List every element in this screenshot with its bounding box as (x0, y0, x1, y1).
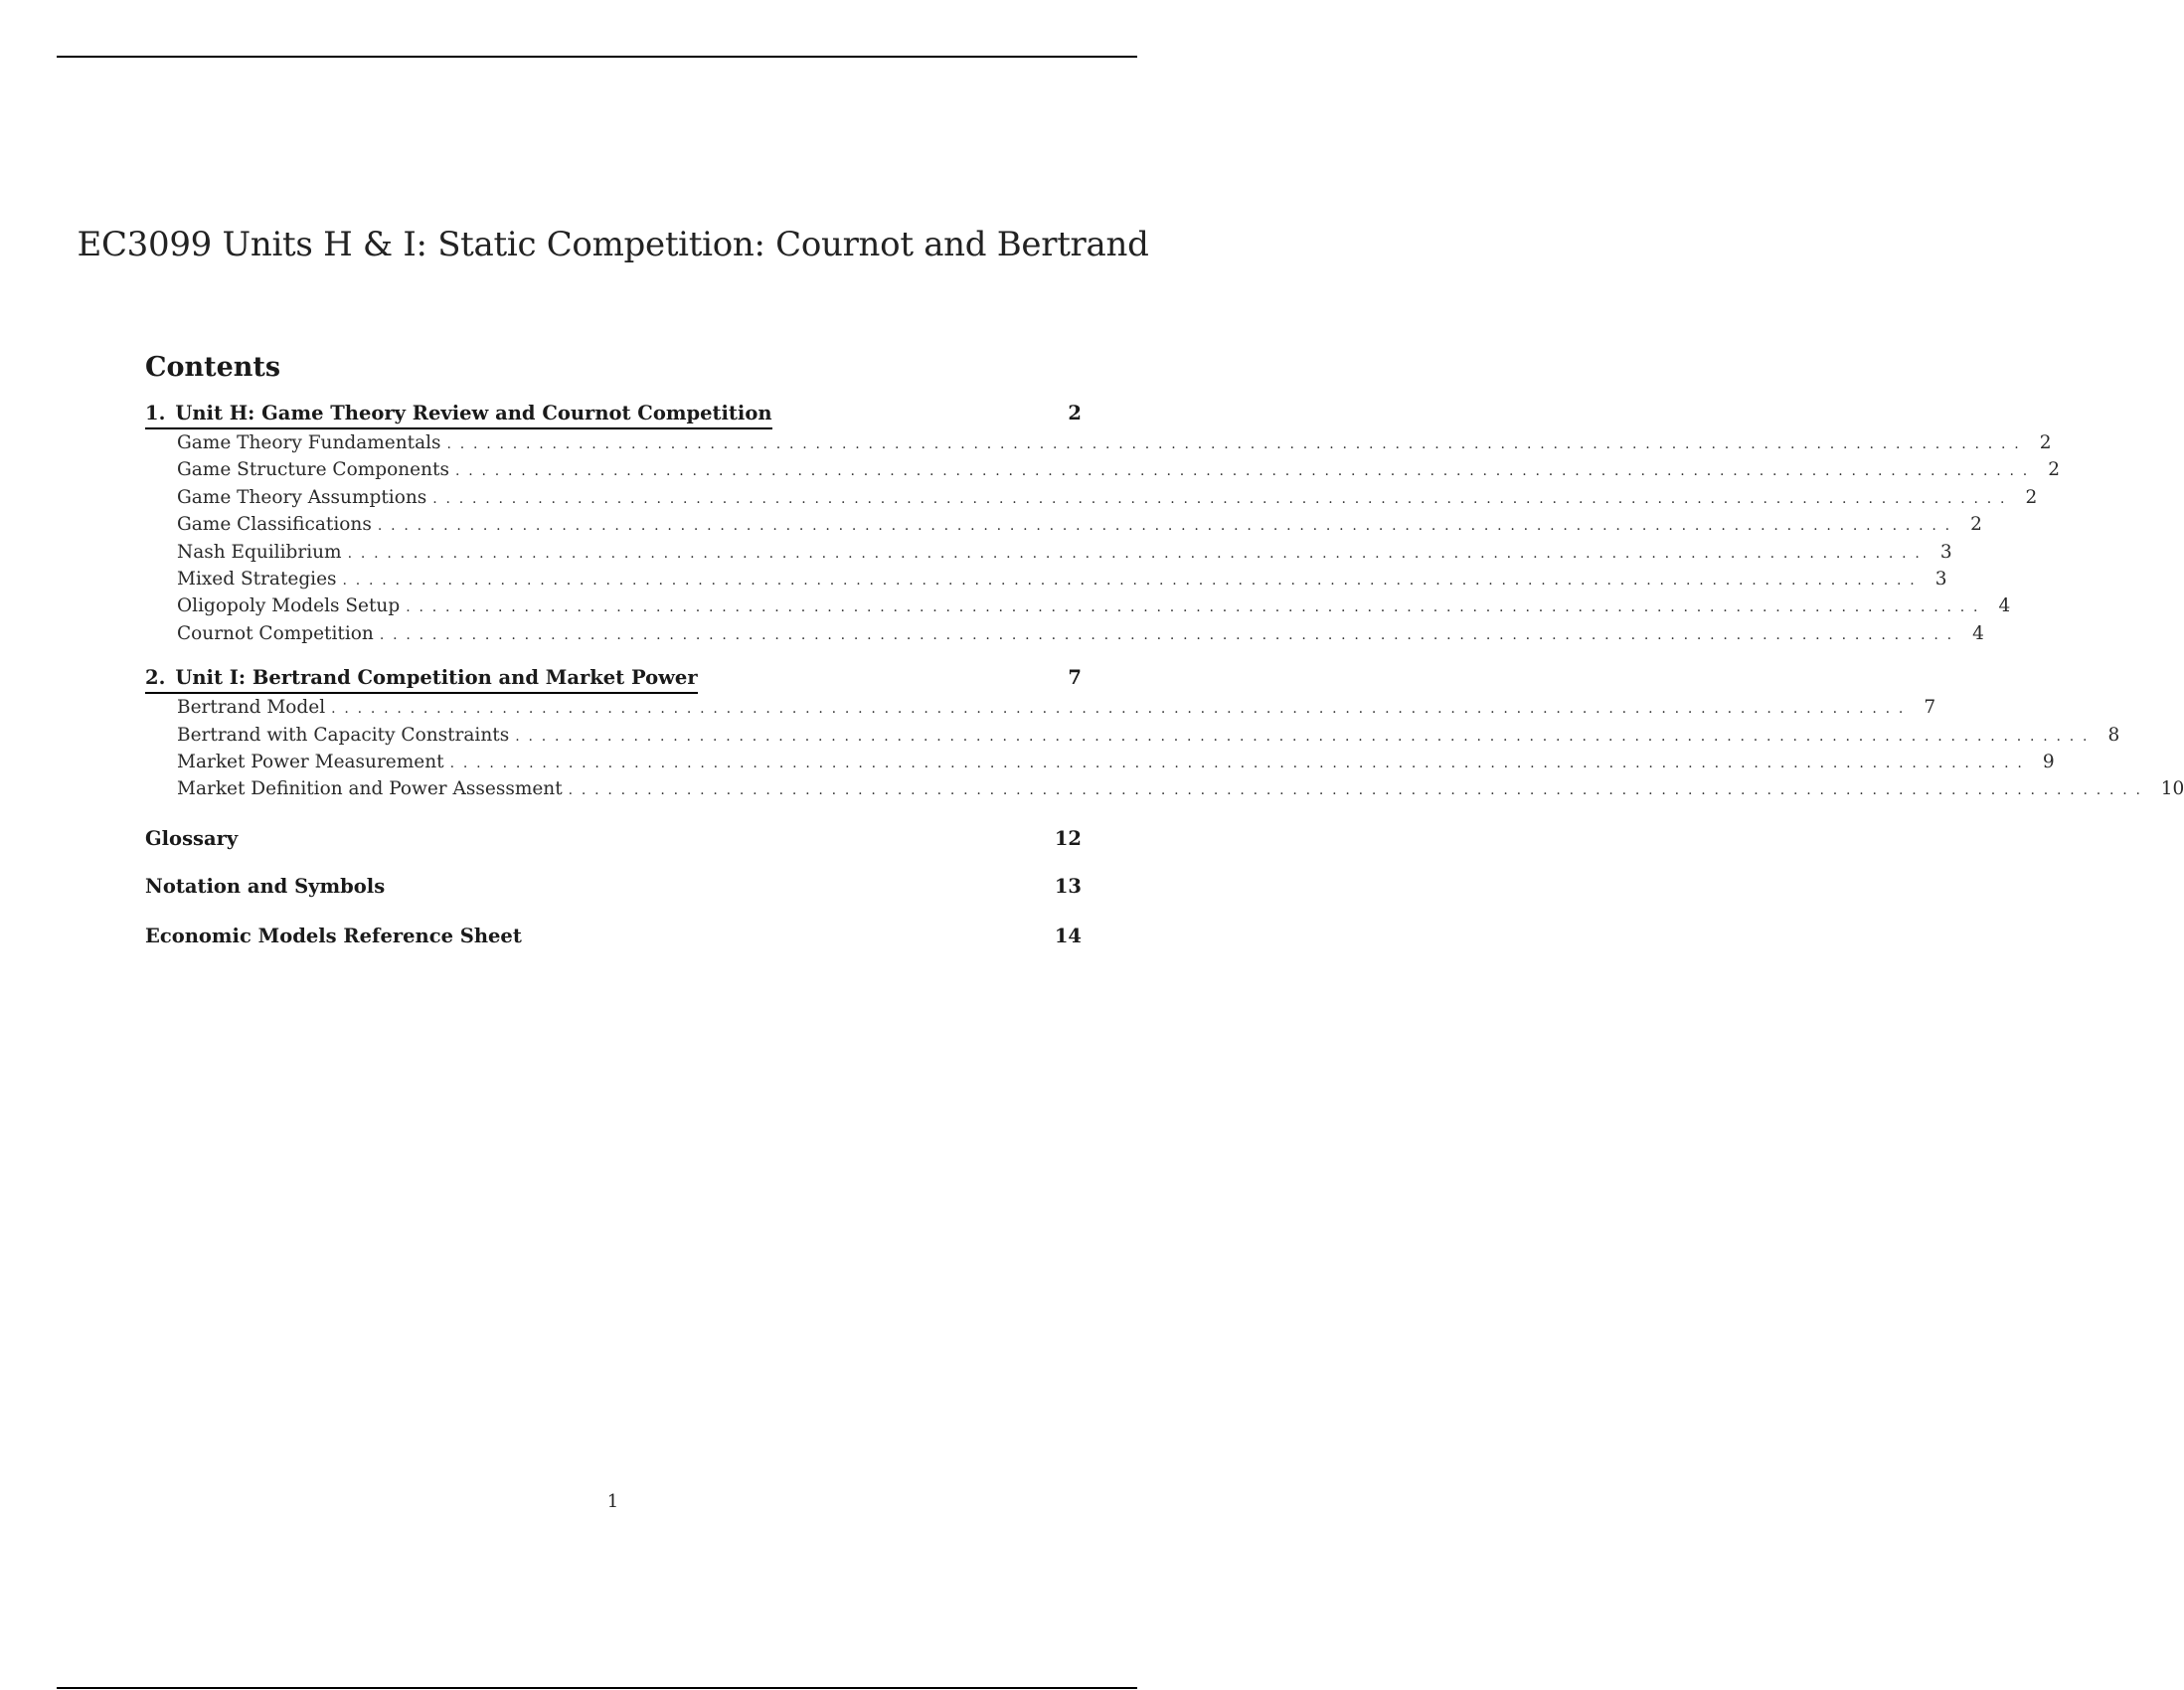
toc-section-page: 14 (1054, 924, 1082, 947)
toc-section-page: 12 (1054, 826, 1082, 850)
toc-entry[interactable] (145, 595, 2011, 622)
toc-part-label (145, 667, 698, 694)
toc-leader-dots: ........................................................................................................................ (331, 701, 1913, 718)
toc-entry-label: Game Classifications (177, 514, 372, 536)
toc-leader-dots: ........................................................................................................................ (454, 463, 2036, 480)
toc-part-label (145, 403, 772, 429)
toc-part-2[interactable] (145, 667, 1082, 697)
contents-heading: Contents (145, 352, 281, 383)
toc-entry-page: 2 (2039, 432, 2052, 453)
top-rule (57, 56, 1137, 58)
toc-leader-dots: ........................................................................................................................ (432, 490, 2014, 507)
toc-entry[interactable] (145, 514, 1982, 541)
toc-leader-dots: ........................................................................................................................ (377, 518, 1958, 535)
toc-entry[interactable] (145, 622, 1984, 650)
toc-leader-dots: ........................................................................................................................ (449, 755, 2031, 771)
toc-entry-page: 3 (1934, 568, 1947, 590)
toc-entry[interactable] (145, 751, 2055, 778)
table-of-contents (145, 402, 2184, 947)
toc-leader-dots: ........................................................................................................................ (347, 545, 1929, 562)
toc-leader-dots: ........................................................................................................................ (515, 728, 2097, 745)
toc-entry-label: Oligopoly Models Setup (177, 595, 401, 617)
page-number: 1 (606, 1491, 619, 1512)
toc-spacer (145, 898, 1082, 926)
toc-section-title: Glossary (145, 826, 239, 850)
toc-part-title: Unit I: Bertrand Competition and Market Power (175, 666, 698, 690)
toc-section-notation[interactable] (145, 876, 1082, 898)
toc-entry-page: 9 (2042, 751, 2055, 772)
toc-entry-label: Bertrand with Capacity Constraints (177, 724, 510, 746)
toc-entry[interactable] (145, 541, 1952, 569)
toc-entry-label: Game Structure Components (177, 459, 449, 481)
toc-entry[interactable] (145, 486, 2038, 514)
toc-spacer (145, 650, 1082, 667)
toc-entry[interactable] (145, 459, 2060, 486)
toc-entry-label: Nash Equilibrium (177, 541, 342, 563)
toc-entry[interactable] (145, 697, 1936, 724)
toc-entry[interactable] (145, 568, 1947, 595)
toc-entry-label: Market Power Measurement (177, 751, 444, 772)
toc-entry-page: 4 (1998, 595, 2011, 617)
toc-section-page: 13 (1054, 874, 1082, 898)
toc-part-number: 1. (145, 402, 166, 424)
toc-entry-page: 2 (2025, 486, 2038, 508)
toc-entry[interactable] (145, 724, 2120, 752)
toc-leader-dots: ........................................................................................................................ (568, 782, 2149, 799)
toc-entry-label: Mixed Strategies (177, 568, 337, 590)
toc-entry-page: 10 (2160, 778, 2184, 800)
bottom-rule (57, 1687, 1137, 1689)
toc-entry-label: Bertrand Model (177, 697, 326, 719)
toc-spacer (145, 806, 1082, 828)
toc-leader-dots: ........................................................................................................................ (446, 436, 2028, 452)
toc-entry[interactable] (145, 432, 2052, 459)
toc-section-title: Economic Models Reference Sheet (145, 924, 522, 947)
toc-leader-dots: ........................................................................................................................ (406, 599, 1987, 616)
toc-section-title: Notation and Symbols (145, 874, 386, 898)
toc-entry-page: 2 (1970, 514, 1982, 536)
document-title: EC3099 Units H & I: Static Competition: Cournot and Bertrand (77, 225, 1149, 264)
toc-entry-label: Cournot Competition (177, 622, 374, 644)
toc-entry-label: Game Theory Assumptions (177, 486, 427, 508)
toc-part-number: 2. (145, 666, 166, 690)
toc-entry-page: 2 (2048, 459, 2060, 481)
toc-entry[interactable] (145, 778, 2184, 805)
toc-entry-page: 4 (1972, 622, 1984, 644)
toc-entry-label: Market Definition and Power Assessment (177, 778, 563, 800)
toc-part-title: Unit H: Game Theory Review and Cournot Competition (175, 402, 772, 424)
toc-entry-page: 7 (1924, 697, 1936, 719)
toc-section-glossary[interactable] (145, 828, 1082, 850)
toc-section-reference-sheet[interactable] (145, 926, 1082, 947)
toc-leader-dots: ........................................................................................................................ (342, 572, 1924, 589)
toc-leader-dots: ........................................................................................................................ (379, 626, 1960, 643)
toc-part-page: 2 (1068, 402, 1082, 424)
toc-spacer (145, 850, 1082, 876)
toc-entry-page: 8 (2107, 724, 2120, 746)
toc-entry-label: Game Theory Fundamentals (177, 432, 441, 453)
toc-part-1[interactable] (145, 403, 1082, 432)
toc-part-page: 7 (1068, 666, 1082, 690)
toc-entry-page: 3 (1939, 541, 1952, 563)
